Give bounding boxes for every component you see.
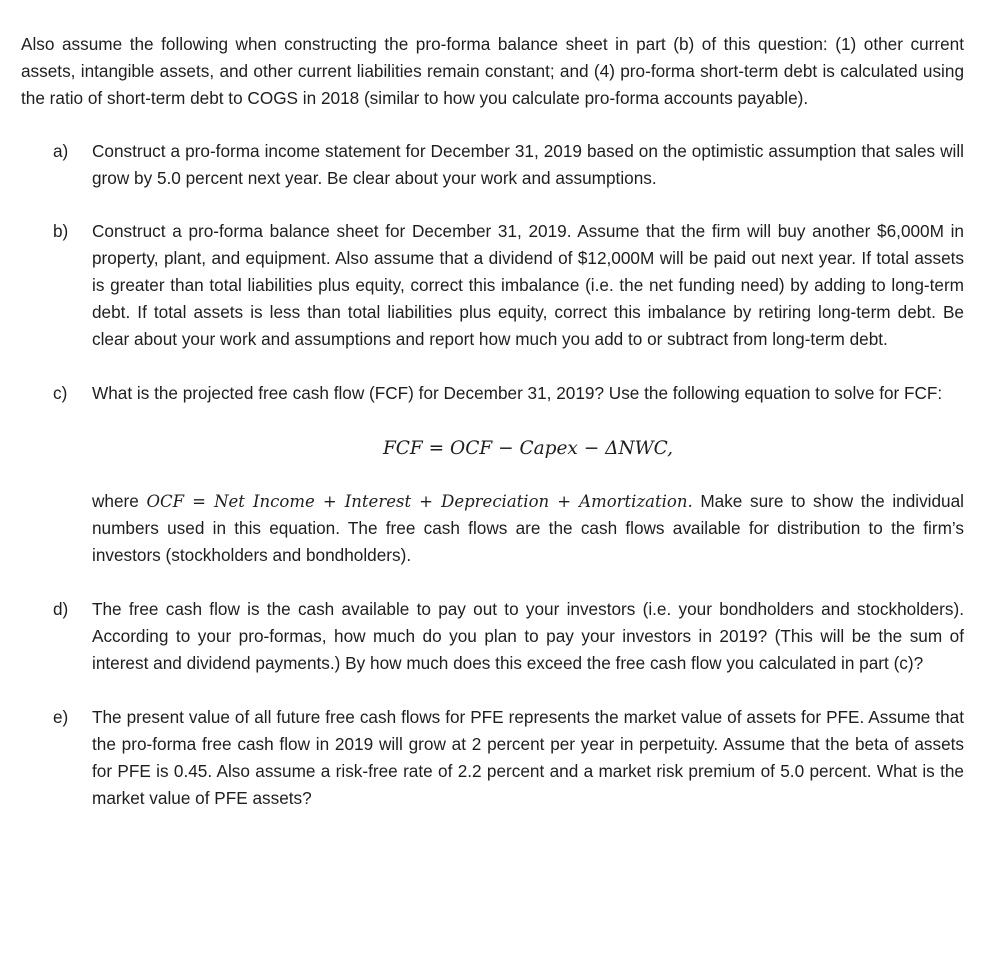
question-c-text: What is the projected free cash flow (FCF) for December 31, 2019? Use the following equation to solve for FCF: xyxy=(92,383,943,403)
question-c-label: c) xyxy=(53,383,68,403)
question-a-text: Construct a pro-forma income statement for December 31, 2019 based on the optimistic assumption that sales will grow by 5.0 percent next year. Be clear about your work and assumptions. xyxy=(92,141,964,188)
question-c-where-paragraph xyxy=(92,488,964,569)
question-a-label: a) xyxy=(53,141,69,161)
question-b-label: b) xyxy=(53,221,69,241)
where-prefix: where xyxy=(92,491,147,511)
question-d-label: d) xyxy=(53,599,69,619)
question-a xyxy=(53,138,964,192)
question-e-label: e) xyxy=(53,707,69,727)
question-e-text: The present value of all future free cash flows for PFE represents the market value of assets for PFE. Assume that the pro-forma free cash flow in 2019 will grow at 2 percent per year in perpetuity. Assume that the beta of assets for PFE is 0.45. Also assume a risk-free rate of 2.2 percent and a market risk premium of 5.0 percent. What is the market value of PFE assets? xyxy=(92,707,964,808)
document-page xyxy=(21,31,964,812)
question-b xyxy=(53,218,964,353)
question-e xyxy=(53,704,964,812)
where-suffix: Make sure to show the individual numbers used in this equation. The free cash flows are the cash flows available for distribution to the firm’s investors (stockholders and bondholders). xyxy=(92,491,964,565)
fcf-formula: FCF = OCF − Capex − ΔNWC, xyxy=(382,438,674,459)
question-d xyxy=(53,596,964,677)
question-b-text: Construct a pro-forma balance sheet for December 31, 2019. Assume that the firm will buy another $6,000M in property, plant, and equipment. Also assume that a dividend of $12,000M will be paid out next year. If total assets is greater than total liabilities plus equity, correct this imbalance (i.e. the net funding need) by adding to long-term debt. If total assets is less than total liabilities plus equity, correct this imbalance by retiring long-term debt. Be clear about your work and assumptions and report how much you add to or subtract from long-term debt. xyxy=(92,221,964,349)
ocf-formula: OCF = Net Income + Interest + Depreciation + Amortization. xyxy=(146,492,693,511)
intro-paragraph: Also assume the following when constructing the pro-forma balance sheet in part (b) of this question: (1) other current assets, intangible assets, and other current liabilities remain constant; and (4) pro-forma short-term debt is calculated using the ratio of short-term debt to COGS in 2018 (similar to how you calculate pro-forma accounts payable). xyxy=(21,34,964,108)
question-c xyxy=(53,380,964,569)
question-d-text: The free cash flow is the cash available to pay out to your investors (i.e. your bondholders and stockholders). According to your pro-formas, how much do you plan to pay your investors in 2019? (This will be the sum of interest and dividend payments.) By how much does this exceed the free cash flow you calculated in part (c)? xyxy=(92,599,964,673)
